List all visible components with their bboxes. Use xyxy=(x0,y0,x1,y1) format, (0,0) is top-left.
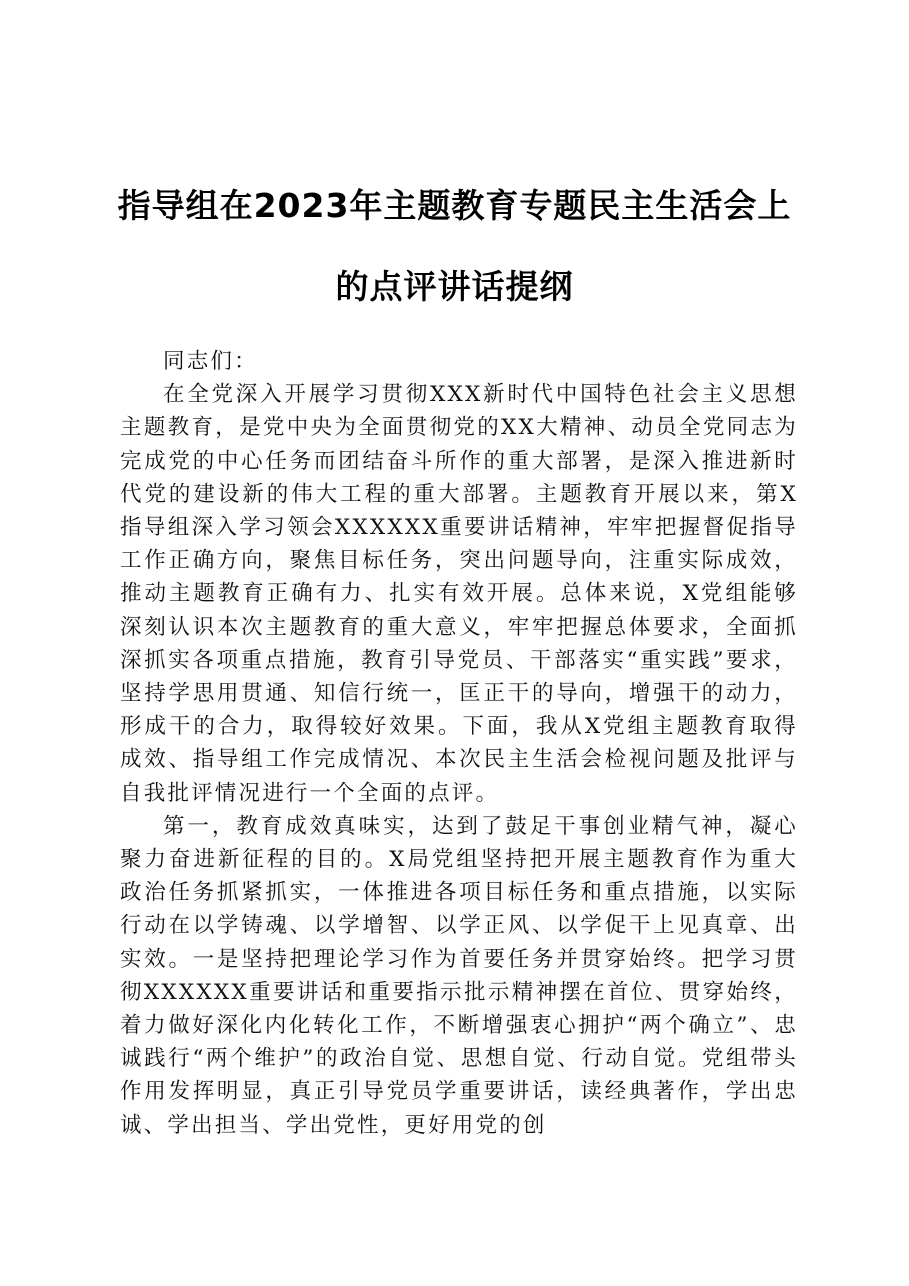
title-line-1: 指导组在2023年主题教育专题民主生活会上 xyxy=(117,186,792,225)
title-line-2: 的点评讲话提纲 xyxy=(335,267,574,306)
paragraph-intro: 在全党深入开展学习贯彻XXX新时代中国特色社会主义思想主题教育，是党中央为全面贯彻党的XX大精神、动员全党同志为完成党的中心任务而团结奋斗所作的重大部署，是深入推进新时代党的建设新的伟大工程的重大部署。主题教育开展以来，第X指导组深入学习领会XXXXXX重要讲话精神，牢牢把握督促指导工作正确方向，聚焦目标任务，突出问题导向，注重实际成效，推动主题教育正确有力、扎实有效开展。总体来说，X党组能够深刻认识本次主题教育的重大意义，牢牢把握总体要求，全面抓深抓实各项重点措施，教育引导党员、干部落实“重实践”要求，坚持学思用贯通、知信行统一，匡正干的导向，增强干的动力，形成干的合力，取得较好效果。下面，我从X党组主题教育取得成效、指导组工作完成情况、本次民主生活会检视问题及批评与自我批评情况进行一个全面的点评。 xyxy=(120,382,798,806)
document-title xyxy=(0,165,909,327)
salutation: 同志们： xyxy=(163,349,258,374)
document-body xyxy=(120,345,798,1142)
paragraph-first-point: 第一，教育成效真味实，达到了鼓足干事创业精气神，凝心聚力奋进新征程的目的。X局党组坚持把开展主题教育作为重大政治任务抓紧抓实，一体推进各项目标任务和重点措施，以实际行动在以学铸魂、以学增智、以学正风、以学促干上见真章、出实效。一是坚持把理论学习作为首要任务并贯穿始终。把学习贯彻XXXXXX重要讲话和重要指示批示精神摆在首位、贯穿始终，着力做好深化内化转化工作，不断增强衷心拥护“两个确立”、忠诚践行“两个维护”的政治自觉、思想自觉、行动自觉。党组带头作用发挥明显，真正引导党员学重要讲话，读经典著作，学出忠诚、学出担当、学出党性，更好用党的创 xyxy=(120,813,798,1138)
